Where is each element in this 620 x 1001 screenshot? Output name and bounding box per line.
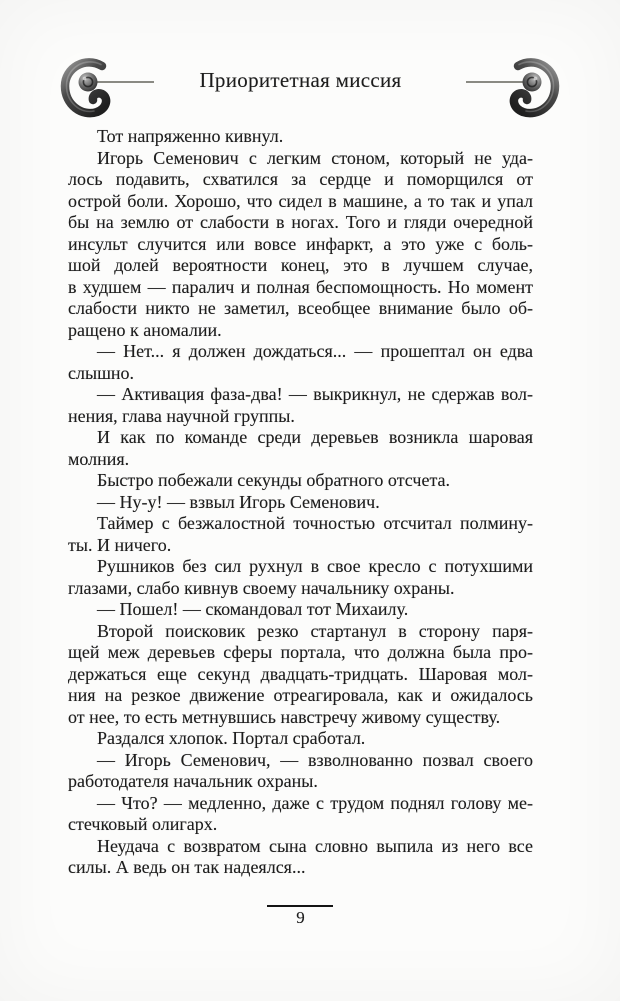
text-line: щей меж деревьев сферы портала, что должна была про- — [68, 642, 533, 662]
text-line: — Активация фаза-два! — выкрикнул, не сдержав вол- — [97, 384, 533, 404]
text-line: от нее, то есть метнувшись навстречу живому существу. — [68, 706, 501, 727]
text-line: острой боли. Хорошо, что сидел в машине, а то так и упал — [68, 190, 533, 211]
paragraph — [68, 470, 533, 492]
paragraph — [68, 728, 533, 750]
text-line: Игорь Семенович с легким стоном, который не уда- — [97, 147, 533, 168]
page-number: 9 — [296, 908, 305, 927]
text-line: глазами, слабо кивнув своему начальнику охраны. — [68, 577, 455, 598]
text-line: — Нет... я должен дождаться... — прошептал он едва — [97, 341, 533, 361]
paragraph — [68, 836, 533, 879]
text-line: ращено к аномалии. — [68, 319, 222, 340]
text-line: силы. А ведь он так надеялся... — [68, 857, 306, 877]
text-line: лось подавить, схватился за сердце и поморщился от — [68, 169, 533, 189]
text-line: молния. — [68, 448, 130, 469]
paragraph — [68, 599, 533, 621]
paragraph — [68, 793, 533, 836]
paragraph — [68, 148, 533, 342]
text-line: ния на резкое движение отреагировала, как и ожидалось — [68, 685, 533, 705]
text-line: И как по команде среди деревьев возникла шаровая — [97, 427, 533, 447]
text-line: работодателя начальник охраны. — [68, 771, 318, 791]
text-line: слабости никто не заметил, всеобщее внимание было об- — [68, 298, 533, 318]
text-line: — Пошел! — скомандовал тот Михаилу. — [97, 599, 409, 619]
text-line: Таймер с безжалостной точностью отсчитал полмину- — [97, 513, 533, 533]
text-line: слышно. — [68, 362, 135, 383]
paragraph — [68, 126, 533, 148]
paragraph — [68, 750, 533, 793]
paragraph — [68, 341, 533, 384]
paragraph — [68, 427, 533, 470]
text-line: Второй поисковик резко стартанул в сторону паря- — [97, 620, 533, 641]
text-line: шой долей вероятности конец, это в лучшем случае, — [68, 255, 533, 275]
text-line: — Что? — медленно, даже с трудом поднял голову ме- — [97, 792, 533, 813]
text-line: бы на землю от слабости в ногах. Того и гляди очередной — [68, 212, 533, 232]
footer-rule — [267, 905, 333, 907]
text-line: Тот напряженно кивнул. — [97, 126, 284, 146]
body-text — [68, 126, 533, 879]
text-line: в худшем — паралич и полная беспомощность. Но момент — [68, 276, 533, 297]
running-title: Приоритетная миссия — [199, 68, 402, 92]
text-line: — Ну-у! — взвыл Игорь Семенович. — [97, 491, 380, 512]
text-line: ты. И ничего. — [68, 534, 172, 555]
header-ornament-right-icon — [463, 55, 563, 119]
paragraph — [68, 384, 533, 427]
text-line: нения, глава научной группы. — [68, 405, 295, 426]
text-line: Раздался хлопок. Портал сработал. — [97, 728, 366, 748]
paragraph — [68, 621, 533, 729]
text-line: стечковый олигарх. — [68, 814, 218, 834]
text-line: Быстро побежали секунды обратного отсчета. — [97, 470, 451, 490]
text-line: инсульт случится или вовсе инфаркт, а это уже с боль- — [68, 233, 533, 254]
paragraph — [68, 492, 533, 514]
paragraph — [68, 513, 533, 556]
paragraph — [68, 556, 533, 599]
text-line: — Игорь Семенович, — взволнованно позвал своего — [97, 749, 533, 770]
text-line: Неудача с возвратом сына словно выпила из него все — [97, 835, 533, 856]
text-line: держаться еще секунд двадцать-тридцать. Шаровая мол- — [68, 663, 533, 684]
text-line: Рушников без сил рухнул в свое кресло с потухшими — [97, 556, 533, 576]
